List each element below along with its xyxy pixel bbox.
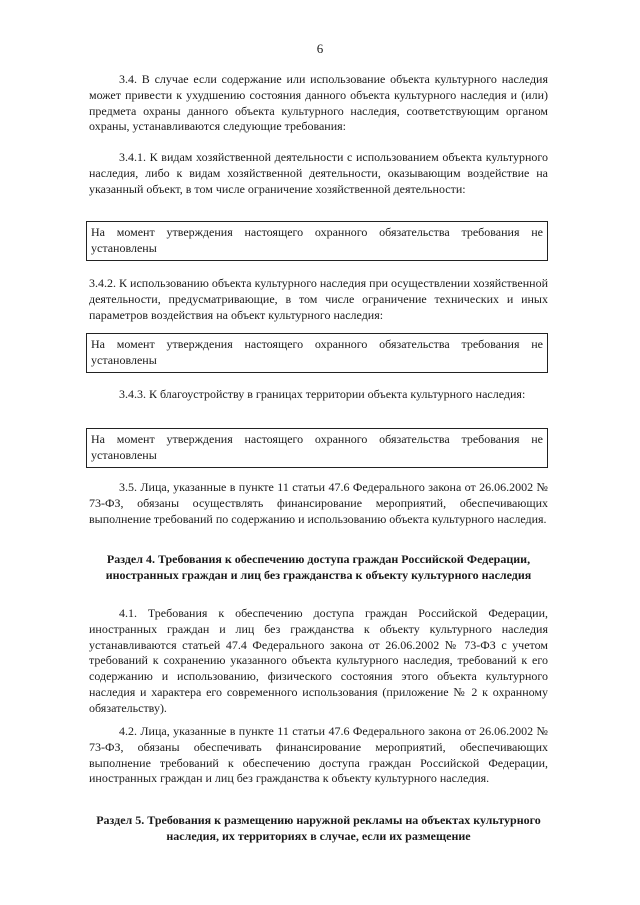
requirements-box-3: На момент утверждения настоящего охранного обязательства требования не установлены [86, 428, 548, 468]
requirements-box-1: На момент утверждения настоящего охранного обязательства требования не установлены [86, 221, 548, 261]
page-number: 6 [316, 41, 324, 56]
paragraph-3-4: 3.4. В случае если содержание или использование объекта культурного наследия может привести к ухудшению состояния данного объекта культурного наследия и (или) предмета охраны данного объекта культурного наследия, соответствующим органом охраны, устанавливаются следующие требования: [89, 72, 548, 134]
section-5-title: Раздел 5. Требования к размещению наружной рекламы на объектах культурного наследия, их территориях в случае, если их размещение [96, 813, 541, 843]
paragraph-3-4-1: 3.4.1. К видам хозяйственной деятельности с использованием объекта культурного наследия, либо к видам хозяйственной деятельности, оказывающим воздействие на указанный объект, в том числе ограничение хозяйственной деятельности: [89, 150, 548, 196]
paragraph-3-4-3: 3.4.3. К благоустройству в границах территории объекта культурного наследия: [119, 387, 526, 401]
paragraph-3-4-2: 3.4.2. К использованию объекта культурного наследия при осуществлении хозяйственной деятельности, предусматривающие, в том числе ограничение технических и иных параметров воздействия на объект культурного наследия: [89, 276, 548, 322]
paragraph-3-5: 3.5. Лица, указанные в пункте 11 статьи 47.6 Федерального закона от 26.06.2002 № 73-ФЗ, обязаны осуществлять финансирование мероприятий, обеспечивающих выполнение требований по содержанию и использованию объекта культурного наследия. [89, 480, 548, 526]
requirements-box-2: На момент утверждения настоящего охранного обязательства требования не установлены [86, 333, 548, 373]
paragraph-4-2: 4.2. Лица, указанные в пункте 11 статьи 47.6 Федерального закона от 26.06.2002 № 73-ФЗ, обязаны обеспечивать финансирование мероприятий, обеспечивающих выполнение требований к обеспечению доступа граждан Российской Федерации, иностранных граждан и лиц без гражданства к объекту культурного наследия. [89, 724, 548, 786]
section-4-title: Раздел 4. Требования к обеспечению доступа граждан Российской Федерации, иностранных граждан и лиц без гражданства к объекту культурного наследия [105, 552, 532, 582]
paragraph-4-1: 4.1. Требования к обеспечению доступа граждан Российской Федерации, иностранных граждан и лиц без гражданства к объекту культурного наследия устанавливаются статьей 47.4 Федерального закона от 26.06.2002 № 73-ФЗ с учетом требований к сохранению указанного объекта культурного наследия, требований к его содержанию и использованию, физического состояния этого объекта культурного наследия и характера его современного использования (приложение № 2 к охранному обязательству). [89, 606, 548, 715]
